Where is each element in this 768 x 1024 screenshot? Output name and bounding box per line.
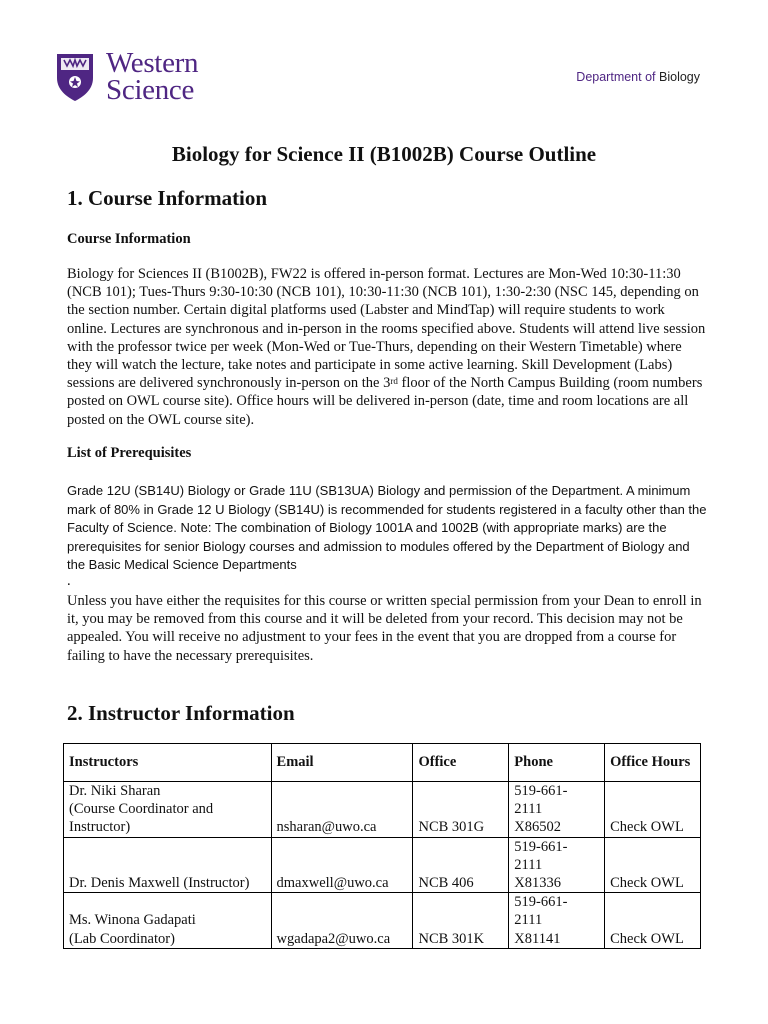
office-cell: NCB 301G (413, 782, 509, 838)
ordinal-suffix: rd (390, 376, 398, 387)
name-line: Instructor) (69, 819, 131, 836)
table-row (64, 782, 701, 838)
table-row (64, 837, 701, 893)
phone-line: 2111 (514, 912, 543, 929)
phone-cell (509, 782, 605, 838)
office-cell: NCB 301K (413, 893, 509, 949)
email-cell: nsharan@uwo.ca (271, 782, 413, 838)
phone-line: X86502 (514, 819, 562, 836)
stray-period: . (67, 573, 71, 589)
email-cell: dmaxwell@uwo.ca (271, 837, 413, 893)
header-instructors: Instructors (64, 744, 272, 782)
phone-line: 519-661- (514, 783, 568, 799)
phone-cell (509, 893, 605, 949)
name-line: Ms. Winona Gadapati (69, 912, 196, 929)
name-line: Dr. Denis Maxwell (Instructor) (69, 875, 250, 892)
table-row (64, 893, 701, 949)
logo-line-science: Science (106, 74, 195, 106)
instructor-table (63, 743, 701, 949)
department-prefix: Department of (576, 70, 656, 84)
header-office: Office (413, 744, 509, 782)
office-cell: NCB 406 (413, 837, 509, 893)
name-line: (Course Coordinator and (69, 801, 214, 818)
department-label (576, 70, 700, 84)
western-shield-icon (55, 52, 95, 102)
phone-cell (509, 837, 605, 893)
department-name: Biology (659, 70, 700, 84)
section-heading-instructor-information: 2. Instructor Information (67, 701, 295, 725)
course-info-text-part1: Biology for Sciences II (B1002B), FW22 is offered in-person format. Lectures are Mon-Wed 10:30-11:30 (NCB 101); Tues-Thurs 9:30-10:30 (NCB 101), 10:30-11:30 (NCB 101), 1:30-2:30 (NSC 145, depending on the section number. Certain digital platforms used (Labster and MindTap) will require students to work online. Lectures are synchronous and in-person in the rooms specified above. Students will attend live session with the professor twice per week (Mon-Wed or Tue-Thurs, depending on their Western Timetable) where they will watch the lecture, take notes and participate in some active learning. Skill Development (Labs) sessions are delivered synchronously in-person on the 3 (67, 266, 706, 392)
instructor-name-cell (64, 837, 272, 893)
subheading-prerequisites: List of Prerequisites (67, 445, 192, 461)
office-hours-cell: Check OWL (605, 893, 701, 949)
name-line: (Lab Coordinator) (69, 930, 175, 947)
phone-line: 519-661- (514, 894, 568, 911)
prerequisites-paragraph: Grade 12U (SB14U) Biology or Grade 11U (SB13UA) Biology and permission of the Department. A minimum mark of 80% in Grade 12 U Biology (SB14U) is recommended for students registered in a faculty other than the Faculty of Science. Note: The combination of Biology 1001A and 1002B (with appropriate marks) are the prerequisites for senior Biology courses and admission to modules offered by the Department of Biology and the Basic Medical Science Departments (67, 483, 707, 573)
western-science-logo (55, 47, 225, 110)
course-info-text-part2: floor of the North Campus Building (room numbers posted on OWL course site). Office hours will be delivered in-person (date, time and room locations are all posted on the OWL course site). (67, 375, 703, 428)
office-hours-cell: Check OWL (605, 837, 701, 893)
header-email: Email (271, 744, 413, 782)
email-cell: wgadapa2@uwo.ca (271, 893, 413, 949)
subheading-course-information: Course Information (67, 231, 191, 247)
instructor-name-cell (64, 782, 272, 838)
name-line: Dr. Niki Sharan (69, 783, 161, 799)
prerequisite-warning-paragraph: Unless you have either the requisites for this course or written special permission from your Dean to enroll in it, you may be removed from this course and it will be deleted from your record. This decision may not be appealed. You will receive no adjustment to your fees in the event that you are dropped from a course for failing to have the necessary prerequisites. (67, 593, 702, 664)
office-hours-cell: Check OWL (605, 782, 701, 838)
phone-line: 519-661- (514, 838, 568, 855)
table-header-row (64, 744, 701, 782)
instructor-name-cell (64, 893, 272, 949)
document-title: Biology for Science II (B1002B) Course Outline (171, 142, 597, 166)
logo-wordmark (106, 47, 199, 106)
course-information-paragraph (67, 265, 707, 429)
logo-line-western: Western (106, 47, 199, 79)
phone-line: 2111 (514, 801, 543, 818)
phone-line: X81141 (514, 930, 561, 947)
section-heading-course-information: 1. Course Information (67, 186, 268, 210)
phone-line: X81336 (514, 875, 562, 892)
header-phone: Phone (509, 744, 605, 782)
phone-line: 2111 (514, 856, 543, 873)
header-office-hours: Office Hours (605, 744, 701, 782)
